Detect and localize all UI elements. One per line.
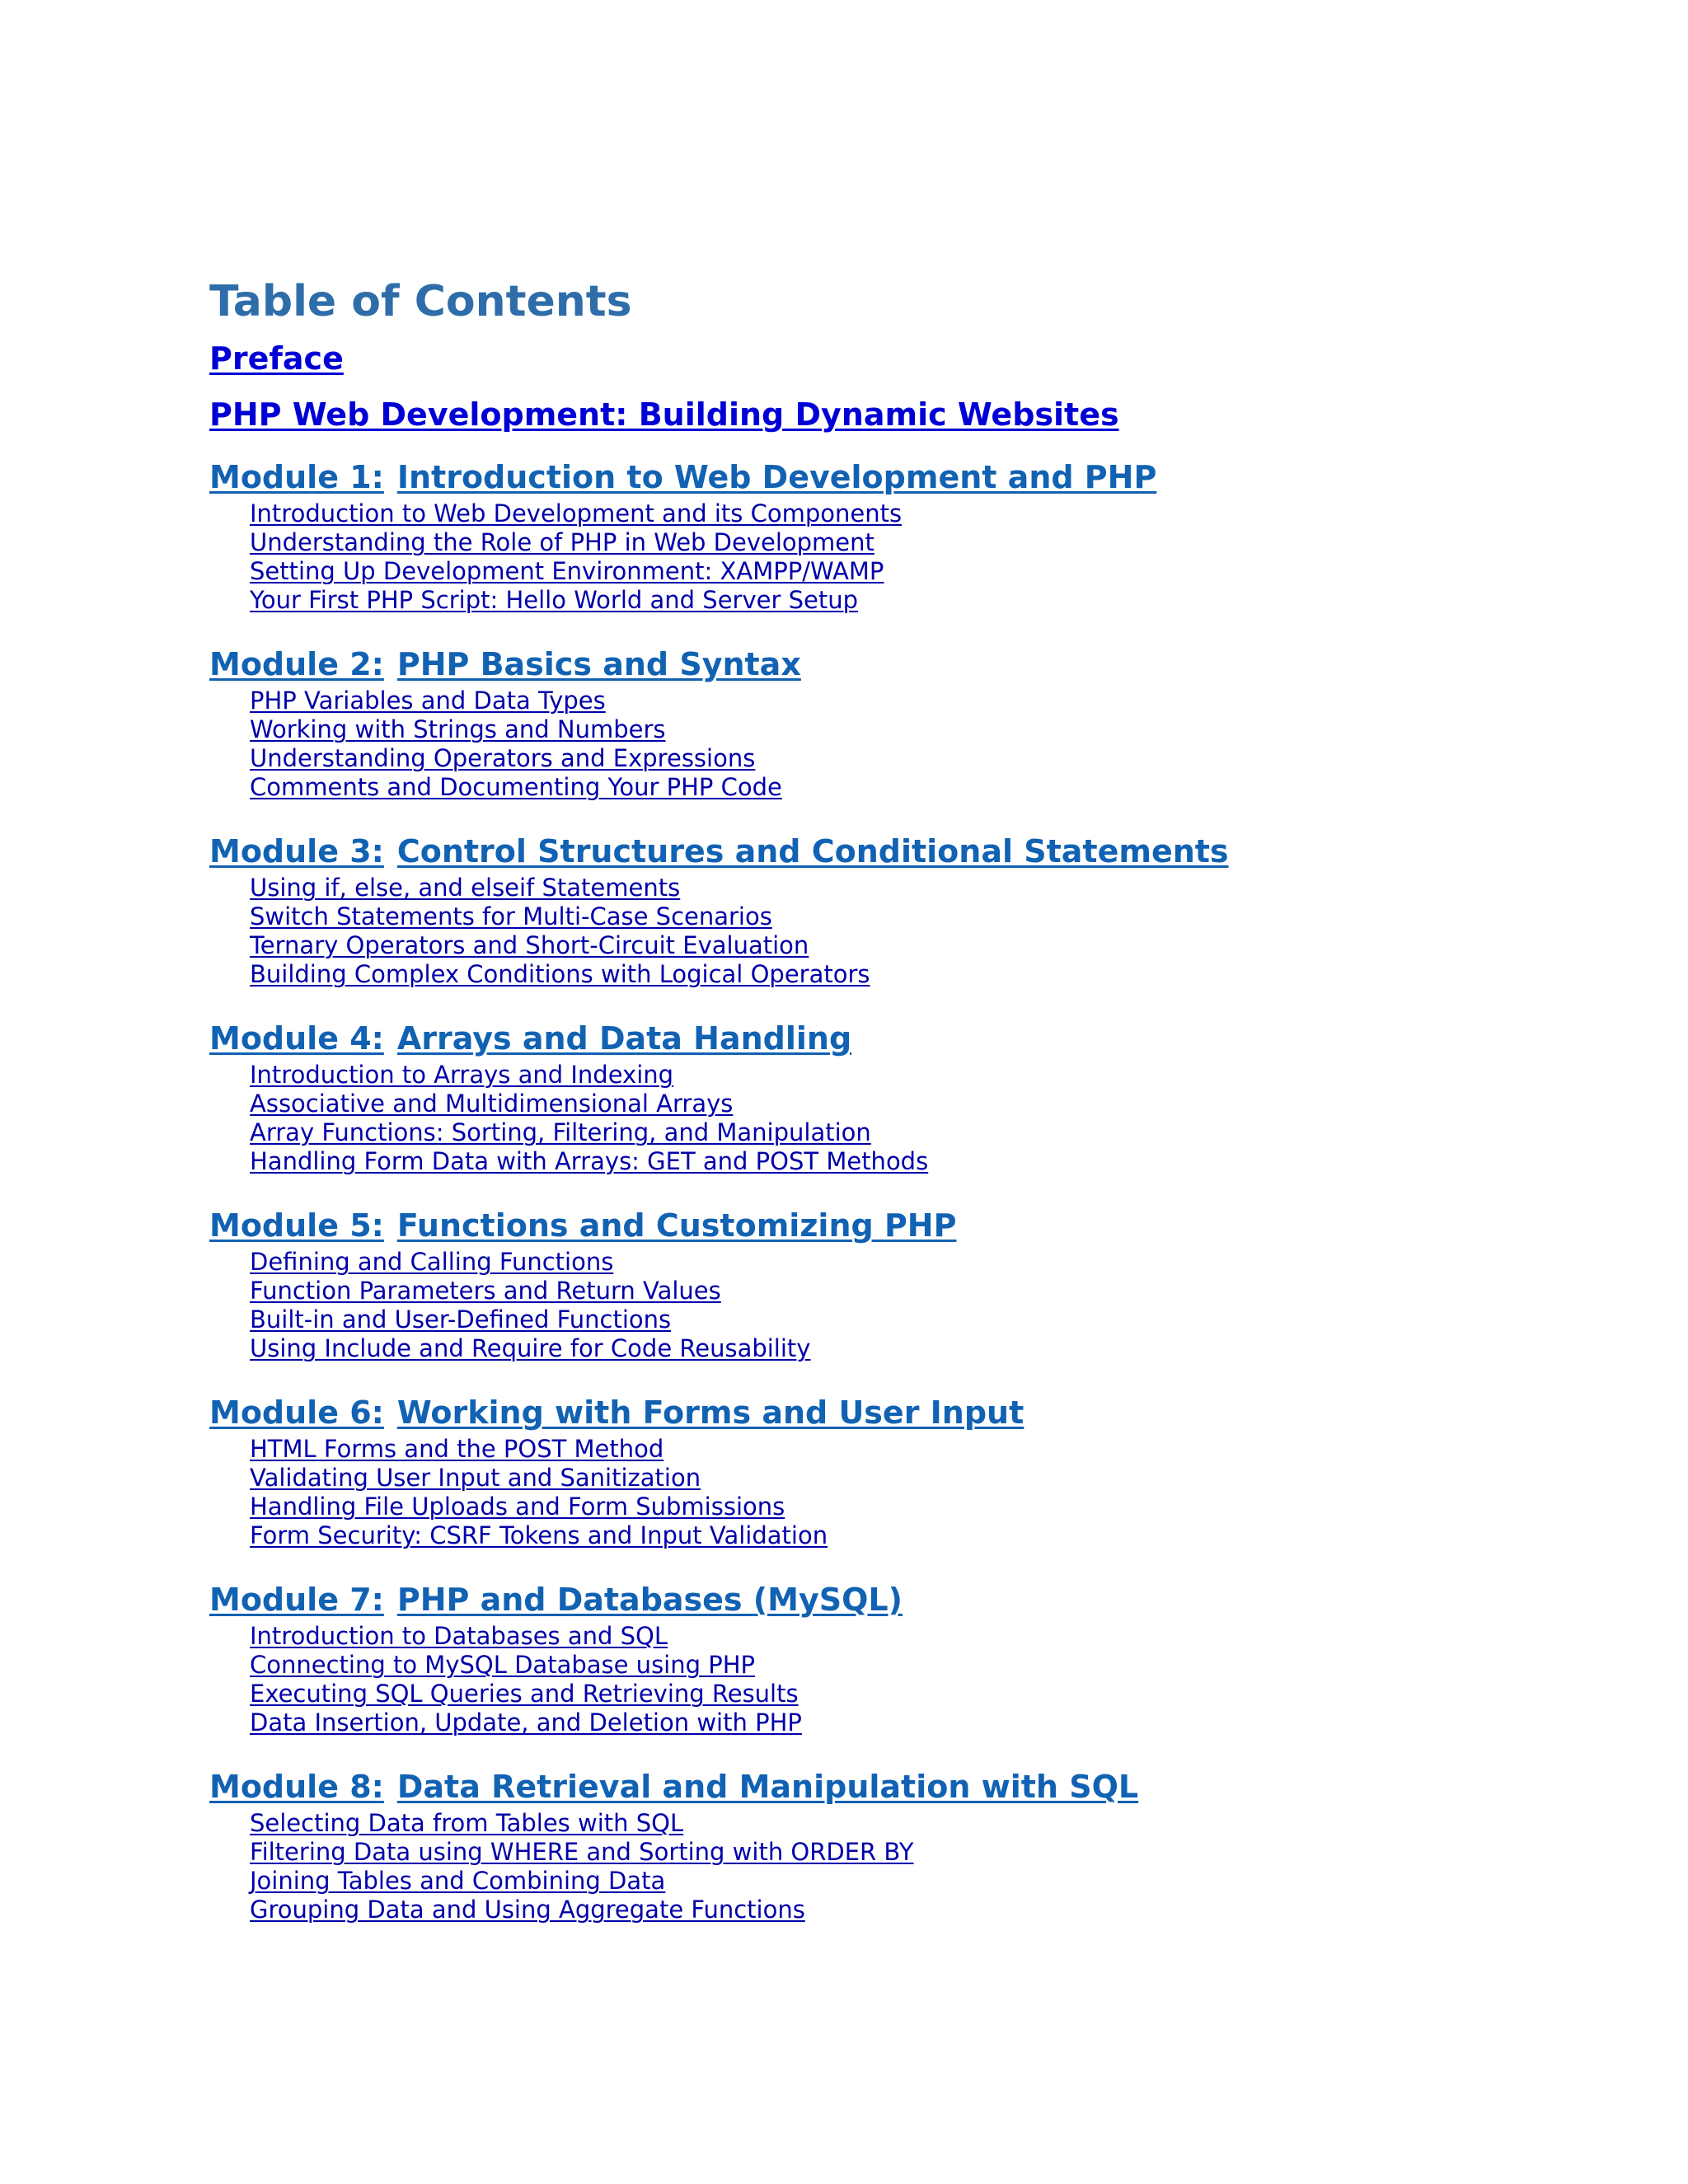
preface-link[interactable]: Preface xyxy=(209,340,344,377)
module-heading xyxy=(209,831,1611,872)
module-number-link[interactable]: Module 2: xyxy=(209,646,384,682)
section-item xyxy=(250,1838,1611,1867)
module-heading xyxy=(209,457,1611,498)
section-item xyxy=(250,1464,1611,1493)
section-item xyxy=(250,1118,1611,1147)
module-heading xyxy=(209,1579,1611,1620)
module-7 xyxy=(209,1579,1611,1737)
module-heading xyxy=(209,1018,1611,1059)
preface-row xyxy=(209,338,1611,379)
section-link[interactable]: Function Parameters and Return Values xyxy=(250,1277,721,1305)
section-link[interactable]: Handling File Uploads and Form Submissions xyxy=(250,1493,785,1521)
module-number-link[interactable]: Module 5: xyxy=(209,1207,384,1244)
section-link[interactable]: Understanding the Role of PHP in Web Development xyxy=(250,528,874,556)
module-title-link[interactable]: Working with Forms and User Input xyxy=(396,1394,1025,1431)
section-link[interactable]: Joining Tables and Combining Data xyxy=(250,1867,666,1895)
section-link[interactable]: Filtering Data using WHERE and Sorting with ORDER BY xyxy=(250,1838,914,1866)
section-link[interactable]: Switch Statements for Multi-Case Scenarios xyxy=(250,902,772,930)
section-item xyxy=(250,874,1611,902)
section-link[interactable]: HTML Forms and the POST Method xyxy=(250,1435,664,1463)
section-list xyxy=(209,1248,1611,1363)
module-title-link[interactable]: Arrays and Data Handling xyxy=(396,1020,852,1057)
section-link[interactable]: Array Functions: Sorting, Filtering, and Manipulation xyxy=(250,1118,871,1146)
module-title-link[interactable]: Control Structures and Conditional Statements xyxy=(396,833,1229,869)
section-item xyxy=(250,1867,1611,1896)
module-heading xyxy=(209,644,1611,685)
module-title-link[interactable]: Functions and Customizing PHP xyxy=(396,1207,957,1244)
section-item xyxy=(250,1708,1611,1737)
section-link[interactable]: Setting Up Development Environment: XAMPP/WAMP xyxy=(250,557,884,585)
section-list xyxy=(209,1061,1611,1176)
section-link[interactable]: Building Complex Conditions with Logical Operators xyxy=(250,960,870,988)
section-list xyxy=(209,874,1611,989)
section-list xyxy=(209,499,1611,615)
section-item xyxy=(250,1090,1611,1118)
section-item xyxy=(250,1147,1611,1176)
module-number-link[interactable]: Module 7: xyxy=(209,1582,384,1618)
section-link[interactable]: Introduction to Databases and SQL xyxy=(250,1622,668,1650)
module-4 xyxy=(209,1018,1611,1176)
section-item xyxy=(250,960,1611,989)
section-list xyxy=(209,1435,1611,1550)
section-link[interactable]: Your First PHP Script: Hello World and Server Setup xyxy=(250,586,859,614)
section-list xyxy=(209,1809,1611,1924)
section-item xyxy=(250,1248,1611,1277)
section-link[interactable]: Understanding Operators and Expressions xyxy=(250,744,756,772)
section-item xyxy=(250,902,1611,931)
section-item xyxy=(250,528,1611,557)
section-link[interactable]: Introduction to Web Development and its Components xyxy=(250,499,903,527)
toc-title: Table of Contents xyxy=(209,277,632,326)
module-1 xyxy=(209,457,1611,615)
section-link[interactable]: Grouping Data and Using Aggregate Functions xyxy=(250,1896,805,1924)
module-heading xyxy=(209,1392,1611,1433)
section-link[interactable]: Connecting to MySQL Database using PHP xyxy=(250,1651,756,1679)
section-link[interactable]: Built-in and User-Defined Functions xyxy=(250,1305,672,1333)
module-2 xyxy=(209,644,1611,802)
module-number-link[interactable]: Module 1: xyxy=(209,459,384,495)
module-5 xyxy=(209,1205,1611,1363)
module-6 xyxy=(209,1392,1611,1550)
section-item xyxy=(250,1521,1611,1550)
section-item xyxy=(250,1493,1611,1521)
section-item xyxy=(250,1305,1611,1334)
module-number-link[interactable]: Module 4: xyxy=(209,1020,384,1057)
section-link[interactable]: Ternary Operators and Short-Circuit Evaluation xyxy=(250,931,809,959)
module-number-link[interactable]: Module 8: xyxy=(209,1769,384,1805)
module-3 xyxy=(209,831,1611,989)
module-title-link[interactable]: PHP and Databases (MySQL) xyxy=(396,1582,903,1618)
section-item xyxy=(250,1651,1611,1680)
section-item xyxy=(250,773,1611,802)
section-link[interactable]: Data Insertion, Update, and Deletion with PHP xyxy=(250,1708,802,1736)
section-item xyxy=(250,931,1611,960)
section-item xyxy=(250,1277,1611,1305)
module-heading xyxy=(209,1205,1611,1246)
section-item xyxy=(250,1809,1611,1838)
module-8 xyxy=(209,1766,1611,1924)
section-item xyxy=(250,1622,1611,1651)
module-title-link[interactable]: Data Retrieval and Manipulation with SQL xyxy=(396,1769,1139,1805)
section-link[interactable]: Using Include and Require for Code Reusability xyxy=(250,1334,811,1362)
section-link[interactable]: Validating User Input and Sanitization xyxy=(250,1464,701,1492)
section-link[interactable]: Defining and Calling Functions xyxy=(250,1248,614,1276)
book-title-link[interactable]: PHP Web Development: Building Dynamic Websites xyxy=(209,396,1119,433)
section-item xyxy=(250,1680,1611,1708)
section-link[interactable]: Associative and Multidimensional Arrays xyxy=(250,1090,734,1118)
section-item xyxy=(250,687,1611,715)
section-item xyxy=(250,499,1611,528)
section-link[interactable]: Executing SQL Queries and Retrieving Results xyxy=(250,1680,799,1708)
section-link[interactable]: PHP Variables and Data Types xyxy=(250,687,606,715)
module-number-link[interactable]: Module 3: xyxy=(209,833,384,869)
section-link[interactable]: Using if, else, and elseif Statements xyxy=(250,874,681,902)
section-item xyxy=(250,1896,1611,1924)
section-list xyxy=(209,1622,1611,1737)
section-link[interactable]: Introduction to Arrays and Indexing xyxy=(250,1061,674,1089)
section-link[interactable]: Handling Form Data with Arrays: GET and POST Methods xyxy=(250,1147,929,1175)
section-item xyxy=(250,586,1611,615)
section-link[interactable]: Selecting Data from Tables with SQL xyxy=(250,1809,684,1837)
section-item xyxy=(250,1435,1611,1464)
section-item xyxy=(250,1061,1611,1090)
section-item xyxy=(250,744,1611,773)
book-title-row xyxy=(209,394,1611,435)
toc-page xyxy=(209,275,1611,1953)
section-item xyxy=(250,557,1611,586)
section-link[interactable]: Form Security: CSRF Tokens and Input Validation xyxy=(250,1521,828,1549)
section-item xyxy=(250,715,1611,744)
section-list xyxy=(209,687,1611,802)
module-title-link[interactable]: PHP Basics and Syntax xyxy=(396,646,801,682)
module-title-link[interactable]: Introduction to Web Development and PHP xyxy=(396,459,1157,495)
section-item xyxy=(250,1334,1611,1363)
module-number-link[interactable]: Module 6: xyxy=(209,1394,384,1431)
section-link[interactable]: Comments and Documenting Your PHP Code xyxy=(250,773,782,801)
section-link[interactable]: Working with Strings and Numbers xyxy=(250,715,666,743)
module-list xyxy=(209,457,1611,1924)
module-heading xyxy=(209,1766,1611,1807)
